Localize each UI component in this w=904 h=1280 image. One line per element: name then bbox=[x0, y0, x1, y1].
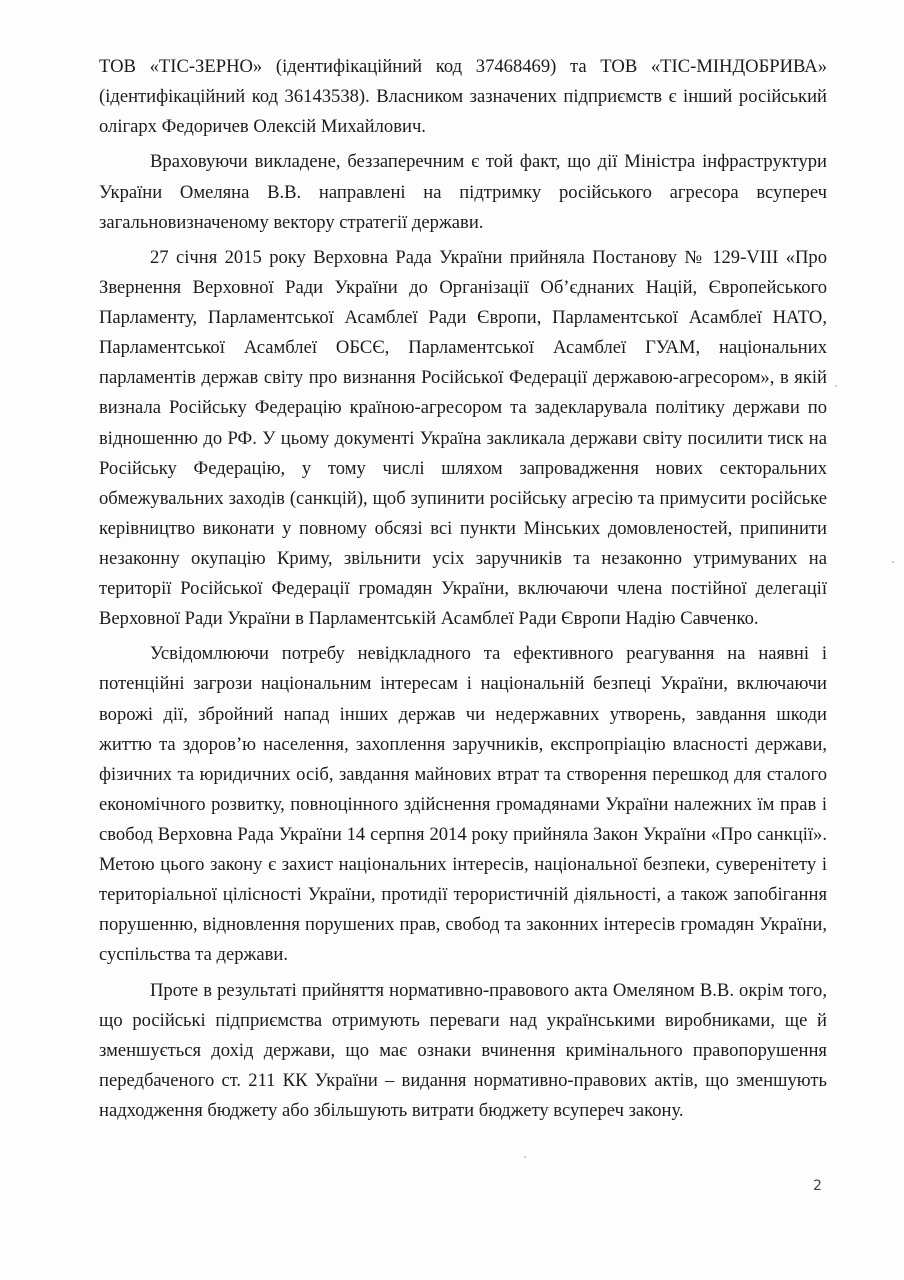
paragraph-resolution-129: 27 січня 2015 року Верховна Рада України прийняла Постанову № 129-VIII «Про Звернення Верховної Ради України до Організації Об’єднаних Націй, Європейського Парламенту, Парламентської Асамблеї Ради Європи, Парламентської Асамблеї НАТО, Парламентської Асамблеї ОБСЄ, Парламентської Асамблеї ГУАМ, національних парламентів держав світу про визнання Російської Федерації державою-агресором», в якій визнала Російську Федерацію країною-агресором та задекларувала політику держави по відношенню до РФ. У цьому документі Україна закликала держави світу посилити тиск на Російську Федерацію, у тому числі шляхом запровадження нових секторальних обмежувальних заходів (санкцій), щоб зупинити російську агресію та примусити російське керівництво виконати у повному обсязі всі пункти Мінських домовленостей, припинити незаконну окупацію Криму, звільнити усіх заручників та незаконно утримуваних на території Російської Федерації громадян України, включаючи члена постійної делегації Верховної Ради України в Парламентській Асамблеї Ради Європи Надію Савченко. bbox=[99, 246, 827, 630]
page-number: 2 bbox=[813, 1178, 822, 1194]
scan-speck bbox=[892, 561, 894, 563]
paragraph-continuation: ТОВ «ТІС-ЗЕРНО» (ідентифікаційний код 37468469) та ТОВ «ТІС-МІНДОБРИВА» (ідентифікаційний код 36143538). Власником зазначених підприємств є інший російський олігарх Федоричев Олексій Михайлович. bbox=[99, 56, 827, 138]
scan-speck bbox=[835, 385, 837, 387]
document-body bbox=[99, 52, 827, 1131]
scan-speck bbox=[524, 1156, 526, 1158]
paragraph-sanctions-law: Усвідомлюючи потребу невідкладного та ефективного реагування на наявні і потенційні загрози національним інтересам і національній безпеці України, включаючи ворожі дії, збройний напад інших держав чи недержавних утворень, завдання шкоди життю та здоров’ю населення, захоплення заручників, експропріацію власності держави, фізичних та юридичних осіб, завдання майнових втрат та створення перешкод для сталого економічного розвитку, повноцінного здійснення громадянами України належних їм прав і свобод Верховна Рада України 14 серпня 2014 року прийняла Закон України «Про санкції». Метою цього закону є захист національних інтересів, національної безпеки, суверенітету і територіальної цілісності України, протидії терористичній діяльності, а також запобігання порушенню, відновлення порушених прав, свобод та законних інтересів громадян України, суспільства та держави. bbox=[99, 643, 827, 966]
paragraph-budget-offense: Проте в результаті прийняття нормативно-правового акта Омеляном В.В. окрім того, що російські підприємства отримують переваги над українськими виробниками, ще й зменшується дохід держави, що має ознаки вчинення кримінального правопорушення передбаченого ст. 211 КК України – видання нормативно-правових актів, що зменшують надходження бюджету або збільшують витрати бюджету всупереч закону. bbox=[99, 979, 827, 1121]
paragraph-conclusion: Враховуючи викладене, беззаперечним є той факт, що дії Міністра інфраструктури України Омеляна В.В. направлені на підтримку російського агресора всупереч загальновизначеному вектору стратегії держави. bbox=[99, 151, 827, 233]
